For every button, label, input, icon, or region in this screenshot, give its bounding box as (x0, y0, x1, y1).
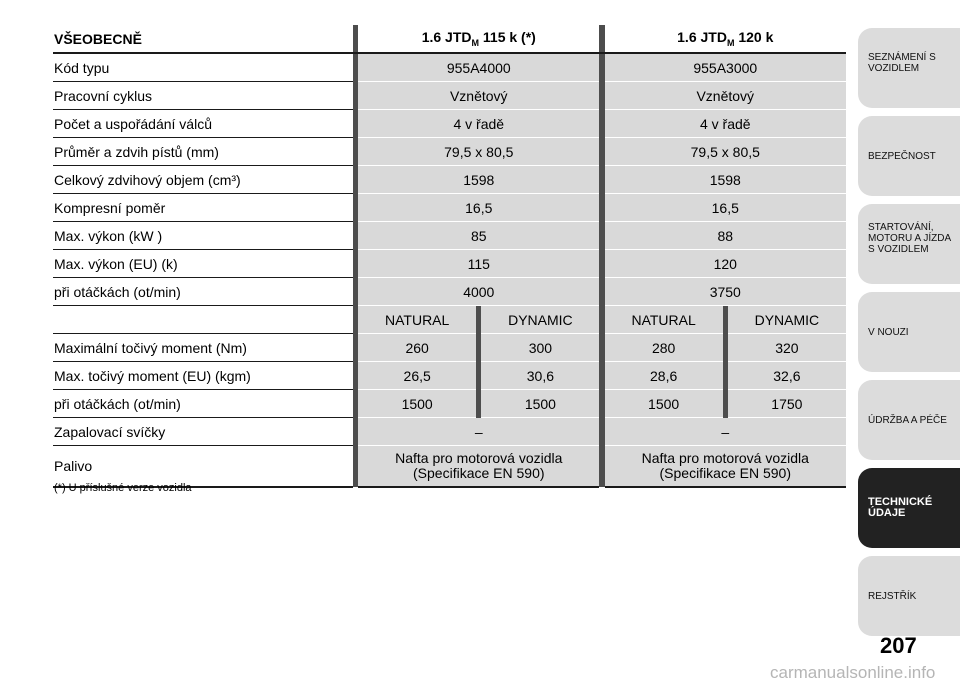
table-row (53, 362, 846, 390)
row-value: 16,5 (358, 194, 599, 222)
row-value: 79,5 x 80,5 (358, 138, 599, 166)
tab-udrzba[interactable]: ÚDRŽBA A PÉČE (858, 380, 960, 460)
spec-table (53, 25, 846, 488)
page-number: 207 (880, 633, 917, 658)
row-value: 28,6 (605, 362, 723, 390)
table-row (53, 390, 846, 418)
row-value: Nafta pro motorová vozidla (Specifikace EN 590) (358, 446, 599, 488)
tab-v-nouzi[interactable]: V NOUZI (858, 292, 960, 372)
mode-natural: NATURAL (605, 306, 723, 334)
row-value: 1500 (358, 390, 476, 418)
table-header-row (53, 25, 846, 53)
row-label: Maximální točivý moment (Nm) (53, 334, 353, 362)
table-row (53, 418, 846, 446)
tab-rejstrik[interactable]: REJSTŘÍK (858, 556, 960, 636)
row-value: 88 (605, 222, 846, 250)
row-value: – (358, 418, 599, 446)
table-row (53, 166, 846, 194)
row-label: Max. výkon (kW ) (53, 222, 353, 250)
mode-dynamic: DYNAMIC (728, 306, 846, 334)
table-row (53, 278, 846, 306)
row-value: 120 (605, 250, 846, 278)
row-value: 16,5 (605, 194, 846, 222)
row-value: 260 (358, 334, 476, 362)
row-value: 3750 (605, 278, 846, 306)
row-value: – (605, 418, 846, 446)
mode-natural: NATURAL (358, 306, 476, 334)
row-value: 1598 (358, 166, 599, 194)
row-value: 300 (481, 334, 599, 362)
table-row (53, 446, 846, 488)
table-row (53, 334, 846, 362)
row-value: 4000 (358, 278, 599, 306)
footnote: (*) U příslušné verze vozidla (54, 482, 192, 494)
row-value: 1500 (605, 390, 723, 418)
row-label: při otáčkách (ot/min) (53, 278, 353, 306)
row-value: 320 (728, 334, 846, 362)
table-row (53, 138, 846, 166)
row-label: Palivo (53, 446, 353, 488)
tab-seznameni[interactable]: SEZNÁMENÍ S VOZIDLEM (858, 28, 960, 108)
row-value: Nafta pro motorová vozidla (Specifikace EN 590) (605, 446, 846, 488)
row-value: 955A4000 (358, 53, 599, 82)
row-value: 955A3000 (605, 53, 846, 82)
row-value: 1598 (605, 166, 846, 194)
mode-header-row (53, 306, 846, 334)
row-value: Vznětový (358, 82, 599, 110)
row-value: 79,5 x 80,5 (605, 138, 846, 166)
watermark: carmanualsonline.info (770, 663, 936, 682)
table-row (53, 110, 846, 138)
table-row (53, 250, 846, 278)
row-label: Max. točivý moment (EU) (kgm) (53, 362, 353, 390)
section-title: VŠEOBECNĚ (53, 25, 353, 53)
column-header-120: 1.6 $JTD_M$ 120 k (605, 25, 846, 53)
row-label: Max. výkon (EU) (k) (53, 250, 353, 278)
row-label: Kód typu (53, 53, 353, 82)
row-label: Průměr a zdvih pístů (mm) (53, 138, 353, 166)
row-label: Celkový zdvihový objem (cm³) (53, 166, 353, 194)
table-row (53, 82, 846, 110)
row-value: Vznětový (605, 82, 846, 110)
row-value: 115 (358, 250, 599, 278)
row-value: 85 (358, 222, 599, 250)
tab-bezpecnost[interactable]: BEZPEČNOST (858, 116, 960, 196)
row-value: 1750 (728, 390, 846, 418)
row-value: 30,6 (481, 362, 599, 390)
table-row (53, 194, 846, 222)
row-value: 32,6 (728, 362, 846, 390)
tab-technicke-udaje[interactable]: TECHNICKÉ ÚDAJE (858, 468, 960, 548)
row-value: 1500 (481, 390, 599, 418)
mode-dynamic: DYNAMIC (481, 306, 599, 334)
tab-startovani[interactable]: STARTOVÁNÍ, MOTORU A JÍZDA S VOZIDLEM (858, 204, 960, 284)
row-label: Počet a uspořádání válců (53, 110, 353, 138)
row-value: 26,5 (358, 362, 476, 390)
row-label: Zapalovací svíčky (53, 418, 353, 446)
row-label: při otáčkách (ot/min) (53, 390, 353, 418)
row-label: Kompresní poměr (53, 194, 353, 222)
row-value: 4 v řadě (358, 110, 599, 138)
table-row (53, 222, 846, 250)
row-value: 4 v řadě (605, 110, 846, 138)
row-value: 280 (605, 334, 723, 362)
row-label: Pracovní cyklus (53, 82, 353, 110)
table-row (53, 53, 846, 82)
column-header-115: 1.6 $JTD_M$ 115 k (*) (358, 25, 599, 53)
